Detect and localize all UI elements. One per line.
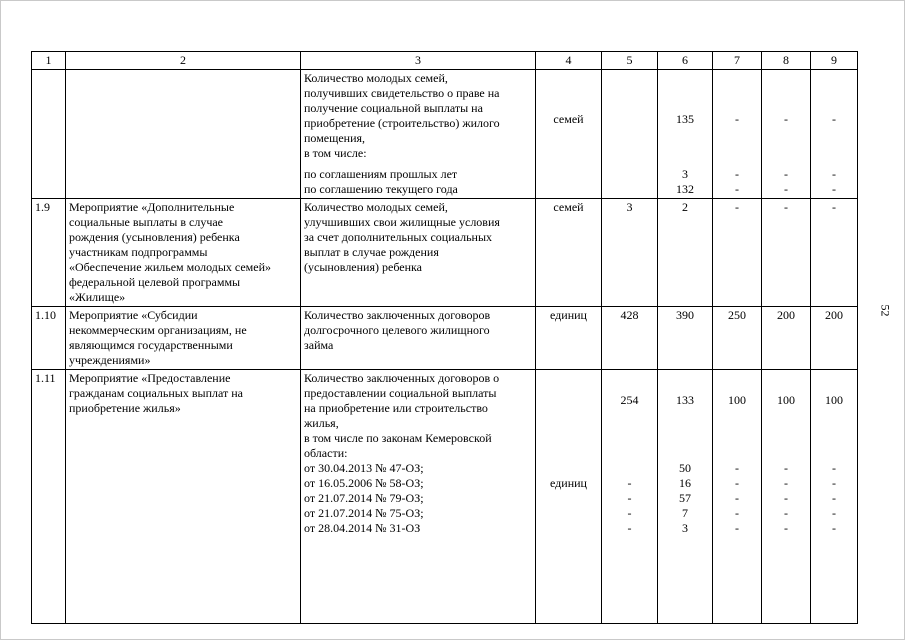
cell-row-number: 1.11 — [32, 370, 66, 624]
text-line: - — [735, 182, 739, 196]
cell-indicator — [301, 70, 536, 199]
text-line: являющимся государственными — [69, 338, 233, 352]
value-main — [765, 71, 807, 167]
text-line: - — [784, 506, 788, 520]
column-header-3: 3 — [301, 52, 536, 70]
value-main: 100 — [728, 393, 746, 407]
cell-value-col7: - — [713, 199, 762, 307]
text-line: 7 — [682, 506, 688, 520]
value-text: - — [735, 111, 739, 126]
table-row-continuation — [32, 70, 858, 199]
text-line: Количество заключенных договоров — [304, 308, 491, 322]
text-line: - — [735, 461, 739, 475]
cell-value-col7 — [713, 370, 762, 624]
text-line: - — [784, 491, 788, 505]
unit-label: семей — [553, 111, 584, 126]
cell-row-number — [32, 70, 66, 199]
indicator-sub-lines — [304, 167, 532, 197]
page-number: 52 — [878, 304, 893, 317]
column-header-1: 1 — [32, 52, 66, 70]
text-line: 57 — [679, 491, 691, 505]
cell-value-col9 — [811, 370, 858, 624]
cell-value-col5: 428 — [602, 307, 658, 370]
cell-unit — [536, 370, 602, 624]
indicator-main-lines — [304, 371, 532, 461]
text-line: федеральной целевой программы — [69, 275, 241, 289]
text-line: Мероприятие «Предоставление — [69, 371, 231, 385]
column-header-4: 4 — [536, 52, 602, 70]
text-line: - — [735, 476, 739, 490]
value-main — [716, 71, 758, 167]
cell-value-col5: 3 — [602, 199, 658, 307]
cell-activity — [66, 370, 301, 624]
value-law-lines — [661, 461, 709, 536]
text-line: 3 — [682, 521, 688, 535]
cell-value-col6 — [658, 370, 713, 624]
text-line: социальные выплаты в случае — [69, 215, 224, 229]
cell-indicator — [301, 199, 536, 307]
text-line: «Обеспечение жильем молодых семей» — [69, 260, 272, 274]
text-line: приобретение жилья» — [69, 401, 181, 415]
text-line: - — [784, 167, 788, 181]
cell-value-col7: 250 — [713, 307, 762, 370]
text-line: - — [735, 506, 739, 520]
value-text: 135 — [676, 111, 694, 126]
text-line — [605, 461, 654, 476]
cell-activity — [66, 70, 301, 199]
text-line: рождения (усыновления) ребенка — [69, 230, 240, 244]
value-main: 100 — [777, 393, 795, 407]
text-line: - — [735, 167, 739, 181]
text-line: некоммерческим организациям, не — [69, 323, 247, 337]
value-main: 100 — [825, 393, 843, 407]
cell-indicator — [301, 370, 536, 624]
text-line: - — [627, 476, 632, 490]
text-line: - — [832, 182, 836, 196]
text-line: Количество молодых семей, — [304, 71, 448, 85]
cell-unit: единиц — [536, 307, 602, 370]
text-line: улучшивших свои жилищные условия — [304, 215, 500, 229]
text-line: в том числе: — [304, 146, 367, 160]
text-line: от 28.04.2014 № 31-ОЗ — [304, 521, 421, 535]
unit-wrap — [539, 71, 598, 167]
text-line: жилья, — [304, 416, 339, 430]
text-line: 16 — [679, 476, 691, 490]
text-line: области: — [304, 446, 348, 460]
cell-activity — [66, 199, 301, 307]
text-line: - — [784, 182, 788, 196]
table-header-row — [32, 52, 858, 70]
text-line: Мероприятие «Дополнительные — [69, 200, 235, 214]
text-line: - — [627, 506, 632, 520]
text-line: (усыновления) ребенка — [304, 260, 422, 274]
text-line: - — [735, 521, 739, 535]
text-line: от 16.05.2006 № 58-ОЗ; — [304, 476, 424, 490]
text-line: - — [784, 476, 788, 490]
text-line: в том числе по законам Кемеровской — [304, 431, 492, 445]
table-row-1-9 — [32, 199, 858, 307]
text-line: получивших свидетельство о праве на — [304, 86, 500, 100]
cell-value-col5 — [602, 370, 658, 624]
text-line: 132 — [676, 182, 694, 196]
cell-value-col8 — [762, 370, 811, 624]
text-line: - — [735, 491, 739, 505]
cell-value-col9 — [811, 70, 858, 199]
text-line: долгосрочного целевого жилищного — [304, 323, 490, 337]
text-line: - — [784, 461, 788, 475]
text-line: «Жилище» — [69, 290, 126, 304]
value-sub-lines — [814, 167, 854, 197]
text-line: учреждениями» — [69, 353, 151, 367]
spacer — [539, 371, 598, 476]
text-line: от 30.04.2013 № 47-ОЗ; — [304, 461, 424, 475]
text-line: от 21.07.2014 № 75-ОЗ; — [304, 506, 424, 520]
cell-indicator — [301, 307, 536, 370]
cell-row-number: 1.10 — [32, 307, 66, 370]
unit-label: единиц — [550, 476, 587, 490]
column-header-2: 2 — [66, 52, 301, 70]
indicator-law-lines — [304, 461, 532, 536]
cell-value-col8 — [762, 70, 811, 199]
text-line: - — [784, 521, 788, 535]
cell-unit: семей — [536, 199, 602, 307]
value-main: 254 — [620, 393, 639, 407]
value-text: - — [784, 111, 788, 126]
column-header-8: 8 — [762, 52, 811, 70]
cell-unit — [536, 70, 602, 199]
value-sub-lines — [765, 167, 807, 197]
value-sub-lines — [716, 167, 758, 197]
text-line: предоставлении социальной выплаты — [304, 386, 497, 400]
text-line: Количество заключенных договоров о — [304, 371, 500, 385]
table-row-1-11 — [32, 370, 858, 624]
indicator-main-lines — [304, 71, 532, 167]
cell-value-col6: 2 — [658, 199, 713, 307]
cell-value-col9: 200 — [811, 307, 858, 370]
cell-value-col7 — [713, 70, 762, 199]
cell-value-col9: - — [811, 199, 858, 307]
column-header-6: 6 — [658, 52, 713, 70]
cell-value-col8: - — [762, 199, 811, 307]
cell-value-col6 — [658, 70, 713, 199]
cell-activity — [66, 307, 301, 370]
text-line: - — [832, 476, 836, 490]
value-law-lines — [765, 461, 807, 536]
value-sub-lines — [661, 167, 709, 197]
column-header-5: 5 — [602, 52, 658, 70]
text-line: - — [832, 461, 836, 475]
text-line: на приобретение или строительство — [304, 401, 488, 415]
text-line: гражданам социальных выплат на — [69, 386, 244, 400]
text-line: - — [832, 491, 836, 505]
text-line: Мероприятие «Субсидии — [69, 308, 198, 322]
text-line: помещения, — [304, 131, 366, 145]
text-line: от 21.07.2014 № 79-ОЗ; — [304, 491, 424, 505]
cell-value-col6: 390 — [658, 307, 713, 370]
cell-value-col5 — [602, 70, 658, 199]
text-line: - — [832, 521, 836, 535]
table-row-1-10 — [32, 307, 858, 370]
text-line: выплат в случае рождения — [304, 245, 439, 259]
text-line: - — [832, 167, 836, 181]
text-line: - — [627, 521, 632, 535]
text-line: 3 — [682, 167, 688, 181]
value-law-lines — [814, 461, 854, 536]
text-line: - — [832, 506, 836, 520]
text-line: Количество молодых семей, — [304, 200, 448, 214]
text-line: по соглашениям прошлых лет — [304, 167, 458, 181]
value-text: - — [832, 111, 836, 126]
value-main: 133 — [676, 393, 694, 407]
text-line: - — [627, 491, 632, 505]
value-law-lines — [605, 461, 654, 536]
text-line: получение социальной выплаты на — [304, 101, 483, 115]
text-line: участникам подпрограммы — [69, 245, 208, 259]
cell-value-col8: 200 — [762, 307, 811, 370]
column-header-7: 7 — [713, 52, 762, 70]
cell-row-number: 1.9 — [32, 199, 66, 307]
text-line: 50 — [679, 461, 691, 475]
text-line: займа — [304, 338, 334, 352]
text-line: по соглашению текущего года — [304, 182, 458, 196]
column-header-9: 9 — [811, 52, 858, 70]
value-law-lines — [716, 461, 758, 536]
text-line: приобретение (строительство) жилого — [304, 116, 500, 130]
value-main — [814, 71, 854, 167]
program-indicators-table — [31, 51, 858, 624]
text-line: за счет дополнительных социальных — [304, 230, 493, 244]
value-main — [661, 71, 709, 167]
